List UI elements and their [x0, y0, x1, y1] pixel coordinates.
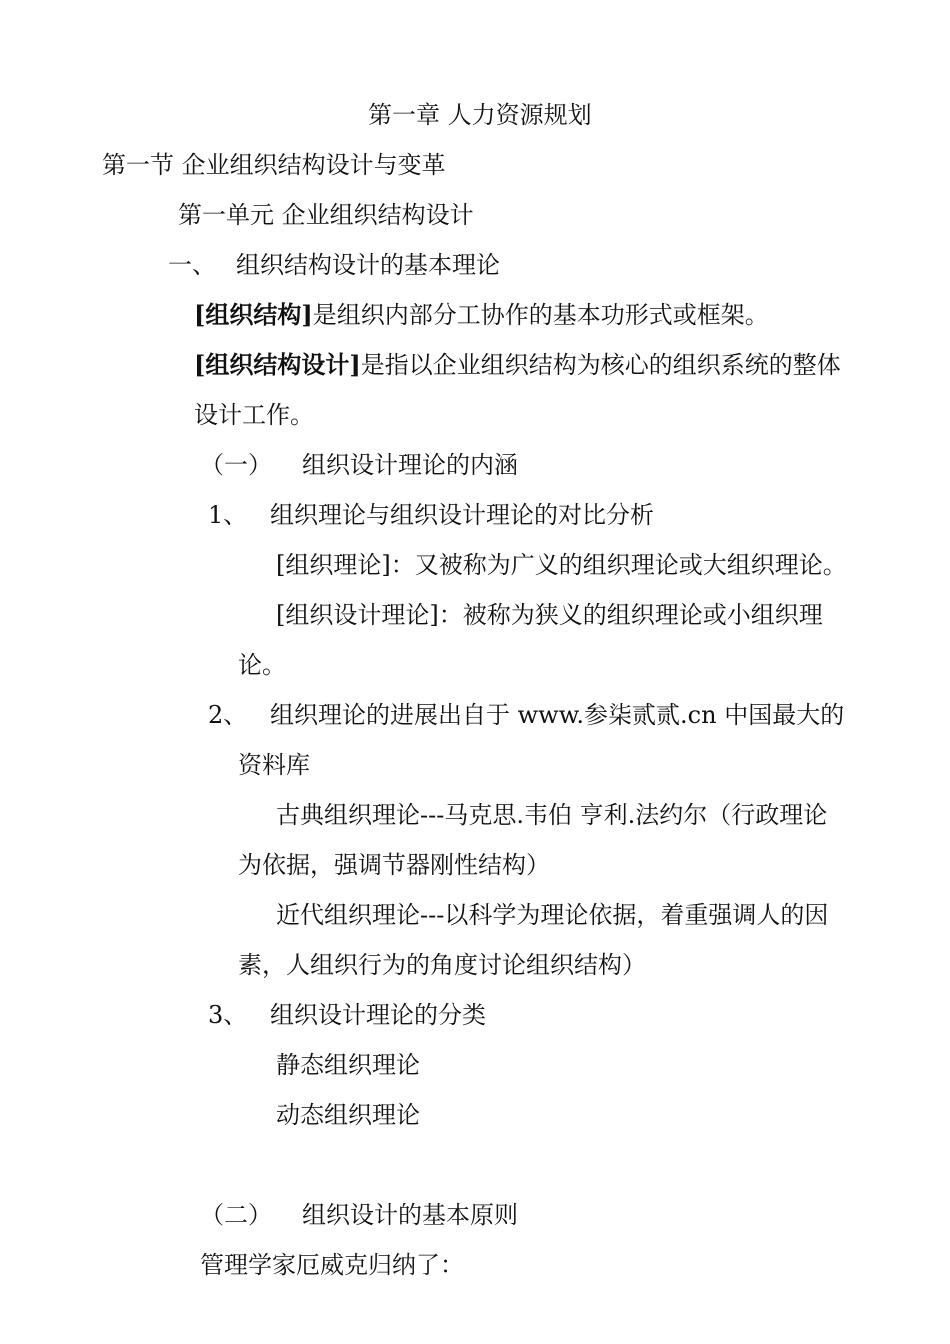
item1-paragraph: [组织设计理论]：被称为狭义的组织理论或小组织理 — [276, 601, 823, 629]
item2-paragraph-continued: 为依据，强调节器刚性结构） — [238, 851, 550, 879]
sub2-title: 组织设计的基本原则 — [302, 1201, 518, 1229]
item2-paragraph: 近代组织理论---以科学为理论依据，着重强调人的因 — [276, 901, 829, 929]
definition-organization-structure — [194, 300, 769, 330]
item3-number: 3、 — [208, 1001, 248, 1029]
item3-paragraph: 动态组织理论 — [276, 1101, 420, 1129]
item2-number: 2、 — [208, 701, 248, 729]
sub1-number: （一） — [200, 451, 272, 479]
item2-paragraph-continued: 素，人组织行为的角度讨论组织结构） — [238, 951, 646, 979]
part1-heading — [168, 250, 216, 280]
part1-title: 组织结构设计的基本理论 — [236, 251, 500, 279]
item1-title: 组织理论与组织设计理论的对比分析 — [270, 501, 654, 529]
definition-text: 是指以企业组织结构为核心的组织系统的整体 — [360, 351, 841, 379]
definition-text: 是组织内部分工协作的基本功形式或框架。 — [312, 301, 769, 329]
unit-title: 第一单元 企业组织结构设计 — [178, 201, 474, 229]
part1-number: 一、 — [168, 251, 216, 279]
definition-structure-design — [194, 350, 841, 380]
item3-title: 组织设计理论的分类 — [270, 1001, 486, 1029]
item1-number: 1、 — [208, 501, 248, 529]
item1-paragraph-continued: 论。 — [238, 651, 286, 679]
section-title: 第一节 企业组织结构设计与变革 — [102, 151, 446, 179]
item1-paragraph: [组织理论]：又被称为广义的组织理论或大组织理论。 — [276, 551, 847, 579]
closing-paragraph: 管理学家厄威克归纳了： — [200, 1251, 464, 1279]
sub1-title: 组织设计理论的内涵 — [302, 451, 518, 479]
item2-paragraph: 古典组织理论---马克思.韦伯 亨利.法约尔（行政理论 — [276, 801, 828, 829]
item2-title: 组织理论的进展出自于 www.参柒贰贰.cn 中国最大的 — [270, 701, 845, 729]
definition-term: [组织结构设计] — [194, 350, 361, 379]
definition-text-continued: 设计工作。 — [194, 401, 314, 429]
chapter-title: 第一章 人力资源规划 — [368, 101, 592, 129]
item3-paragraph: 静态组织理论 — [276, 1051, 420, 1079]
item2-title-continued: 资料库 — [238, 751, 310, 779]
sub2-number: （二） — [200, 1201, 272, 1229]
definition-term: [组织结构] — [194, 300, 313, 329]
